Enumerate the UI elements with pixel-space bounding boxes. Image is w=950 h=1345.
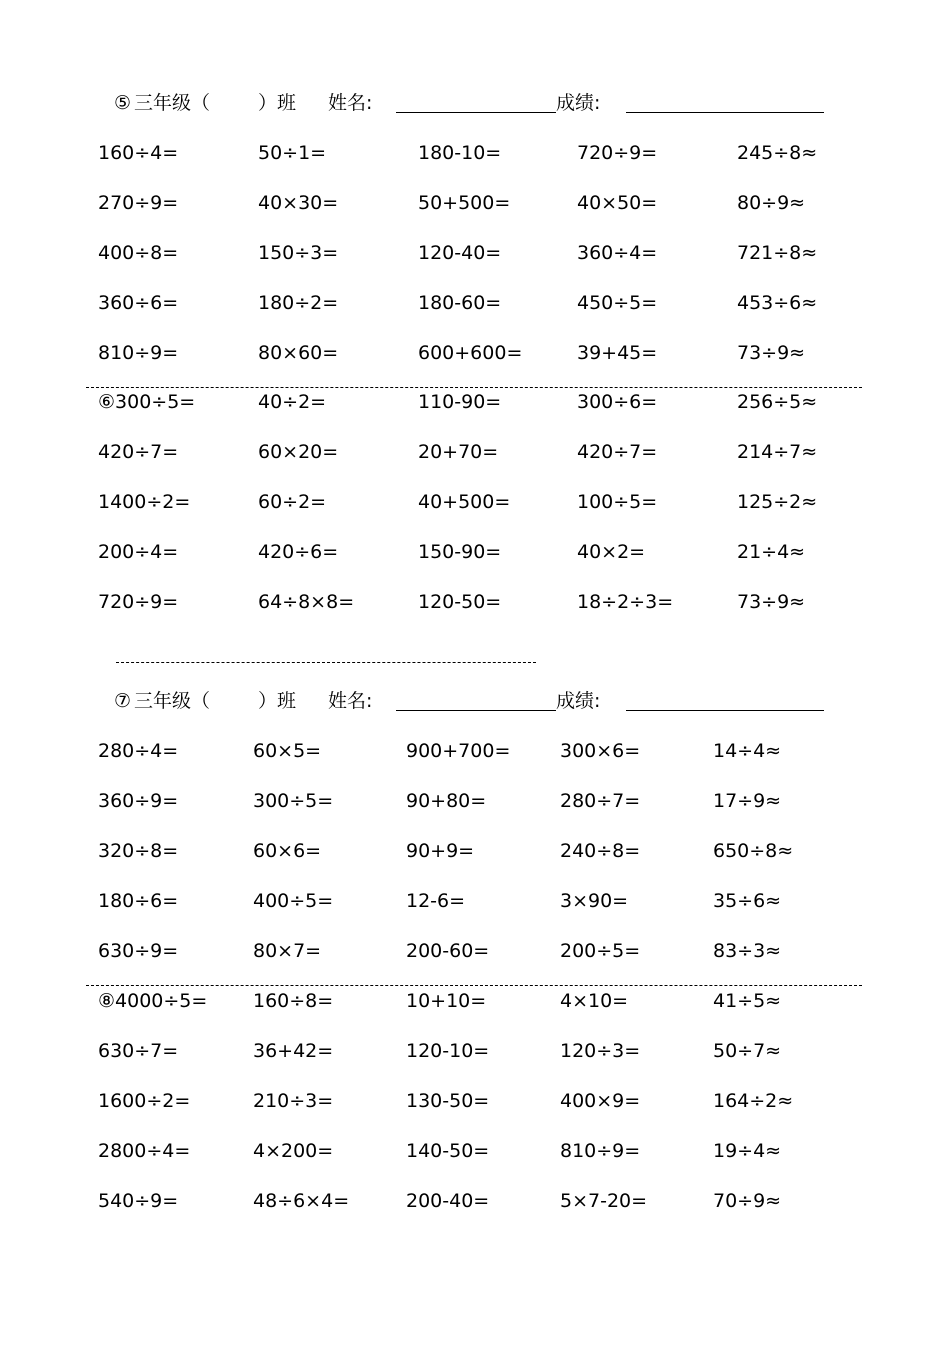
problem: 80×60=: [258, 342, 339, 364]
problem: 110-90=: [418, 391, 502, 413]
problem: 150÷3=: [258, 242, 339, 264]
problem-row: [0, 238, 950, 288]
problem: 40+500=: [418, 491, 511, 513]
problem: 40×30=: [258, 192, 339, 214]
problem: 300÷5=: [253, 790, 334, 812]
problem: 400×9=: [560, 1090, 641, 1112]
problem: 120-40=: [418, 242, 502, 264]
problem: 50÷7≈: [713, 1040, 782, 1062]
class-label: ）班: [258, 92, 297, 114]
problem: 50÷1=: [258, 142, 327, 164]
problem: 60×6=: [253, 840, 322, 862]
problem: 420÷7=: [98, 441, 179, 463]
problem: 650÷8≈: [713, 840, 794, 862]
problem: 120-50=: [418, 591, 502, 613]
problem: 19÷4≈: [713, 1140, 782, 1162]
problem: 60×5=: [253, 740, 322, 762]
grade-label: 三年级（: [134, 690, 211, 712]
problem-section-7: [0, 736, 950, 986]
section-number: ⑤: [114, 92, 132, 114]
problem: 17÷9≈: [713, 790, 782, 812]
problem: 21÷4≈: [737, 541, 806, 563]
problem-row: [0, 138, 950, 188]
problem: 40×2=: [577, 541, 646, 563]
problem-row: [0, 1186, 950, 1236]
problem: 80÷9≈: [737, 192, 806, 214]
problem: 20+70=: [418, 441, 499, 463]
problem: 721÷8≈: [737, 242, 818, 264]
problem: 70÷9≈: [713, 1190, 782, 1212]
problem: 180÷2=: [258, 292, 339, 314]
problem: 150-90=: [418, 541, 502, 563]
problem: 245÷8≈: [737, 142, 818, 164]
problem: 256÷5≈: [737, 391, 818, 413]
problem: 630÷7=: [98, 1040, 179, 1062]
problem-section-6: [0, 387, 950, 637]
problem: 270÷9=: [98, 192, 179, 214]
problem: 210÷3=: [253, 1090, 334, 1112]
score-blank[interactable]: [626, 112, 824, 113]
score-label: 成绩:: [556, 92, 601, 114]
problem: 240÷8=: [560, 840, 641, 862]
problem: 360÷6=: [98, 292, 179, 314]
problem-row: [0, 936, 950, 986]
score-label: 成绩:: [556, 690, 601, 712]
problem: 280÷4=: [98, 740, 179, 762]
problem: 320÷8=: [98, 840, 179, 862]
problem: 12-6=: [406, 890, 466, 912]
problem: 453÷6≈: [737, 292, 818, 314]
name-blank[interactable]: [396, 710, 556, 711]
problem: 120-10=: [406, 1040, 490, 1062]
problem: 420÷6=: [258, 541, 339, 563]
problem: 810÷9=: [560, 1140, 641, 1162]
problem: 160÷4=: [98, 142, 179, 164]
problem: ⑥300÷5=: [98, 391, 196, 413]
problem-row: [0, 1086, 950, 1136]
problem: 400÷8=: [98, 242, 179, 264]
problem: 300÷6=: [577, 391, 658, 413]
problem: 600+600=: [418, 342, 523, 364]
problem-section-5: [0, 138, 950, 388]
problem-row: [0, 736, 950, 786]
problem: 540÷9=: [98, 1190, 179, 1212]
problem-row: [0, 786, 950, 836]
problem: 300×6=: [560, 740, 641, 762]
problem: 3×90=: [560, 890, 629, 912]
worksheet-header-5: [0, 88, 950, 118]
problem-row: [0, 1136, 950, 1186]
problem: 1600÷2=: [98, 1090, 191, 1112]
problem: 360÷9=: [98, 790, 179, 812]
problem: 90+9=: [406, 840, 475, 862]
problem: 36+42=: [253, 1040, 334, 1062]
problem: 1400÷2=: [98, 491, 191, 513]
problem-row: [0, 437, 950, 487]
problem: 35÷6≈: [713, 890, 782, 912]
problem: 214÷7≈: [737, 441, 818, 463]
problem: 90+80=: [406, 790, 487, 812]
problem-row: [0, 537, 950, 587]
problem: 400÷5=: [253, 890, 334, 912]
problem: 41÷5≈: [713, 990, 782, 1012]
worksheet-header-7: [0, 686, 950, 716]
problem: 73÷9≈: [737, 591, 806, 613]
problem: 810÷9=: [98, 342, 179, 364]
problem: 14÷4≈: [713, 740, 782, 762]
problem: 140-50=: [406, 1140, 490, 1162]
problem: 160÷8=: [253, 990, 334, 1012]
problem-row: [0, 288, 950, 338]
problem-row: [0, 387, 950, 437]
cut-line: [116, 662, 536, 663]
problem-row: [0, 587, 950, 637]
score-blank[interactable]: [626, 710, 824, 711]
grade-label: 三年级（: [134, 92, 211, 114]
problem: 10+10=: [406, 990, 487, 1012]
problem: 48÷6×4=: [253, 1190, 350, 1212]
problem: 40÷2=: [258, 391, 327, 413]
problem-section-8: [0, 986, 950, 1236]
problem-row: [0, 338, 950, 388]
problem: 280÷7=: [560, 790, 641, 812]
problem: 200÷5=: [560, 940, 641, 962]
problem: 4×10=: [560, 990, 629, 1012]
problem: 200-40=: [406, 1190, 490, 1212]
problem-row: [0, 986, 950, 1036]
problem: 39+45=: [577, 342, 658, 364]
section-number: ⑦: [114, 690, 132, 712]
problem: 125÷2≈: [737, 491, 818, 513]
problem: 164÷2≈: [713, 1090, 794, 1112]
problem: 60÷2=: [258, 491, 327, 513]
problem: 630÷9=: [98, 940, 179, 962]
problem: 180-10=: [418, 142, 502, 164]
problem: 720÷9=: [577, 142, 658, 164]
problem: 360÷4=: [577, 242, 658, 264]
problem: 18÷2÷3=: [577, 591, 674, 613]
problem-row: [0, 487, 950, 537]
problem: 180÷6=: [98, 890, 179, 912]
problem: 60×20=: [258, 441, 339, 463]
problem: 200-60=: [406, 940, 490, 962]
name-label: 姓名:: [328, 92, 373, 114]
problem-row: [0, 836, 950, 886]
problem: 5×7-20=: [560, 1190, 648, 1212]
problem: 83÷3≈: [713, 940, 782, 962]
problem-row: [0, 886, 950, 936]
problem: 450÷5=: [577, 292, 658, 314]
problem: 720÷9=: [98, 591, 179, 613]
problem: 4×200=: [253, 1140, 334, 1162]
problem: 130-50=: [406, 1090, 490, 1112]
problem: 180-60=: [418, 292, 502, 314]
problem: ⑧4000÷5=: [98, 990, 208, 1012]
class-label: ）班: [258, 690, 297, 712]
problem-row: [0, 188, 950, 238]
name-blank[interactable]: [396, 112, 556, 113]
problem-row: [0, 1036, 950, 1086]
problem: 900+700=: [406, 740, 511, 762]
problem: 40×50=: [577, 192, 658, 214]
problem: 420÷7=: [577, 441, 658, 463]
problem: 50+500=: [418, 192, 511, 214]
problem: 2800÷4=: [98, 1140, 191, 1162]
problem: 120÷3=: [560, 1040, 641, 1062]
problem: 80×7=: [253, 940, 322, 962]
problem: 73÷9≈: [737, 342, 806, 364]
name-label: 姓名:: [328, 690, 373, 712]
problem: 200÷4=: [98, 541, 179, 563]
problem: 64÷8×8=: [258, 591, 355, 613]
problem: 100÷5=: [577, 491, 658, 513]
